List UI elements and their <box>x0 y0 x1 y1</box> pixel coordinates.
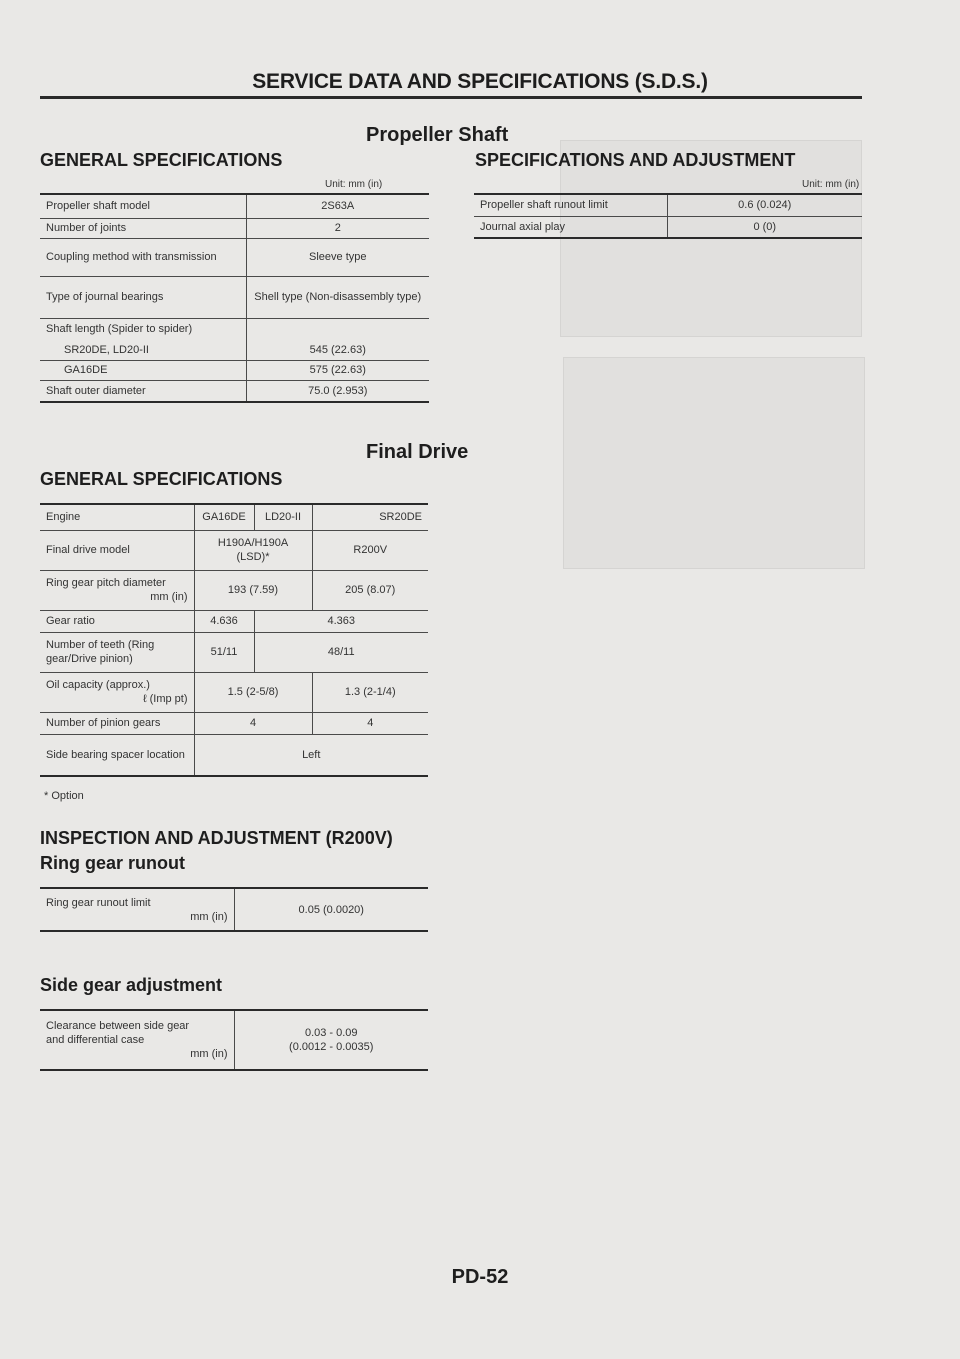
spec-label: Propeller shaft model <box>40 194 246 218</box>
spec-value <box>246 318 429 340</box>
spec-value: 575 (22.63) <box>246 360 429 380</box>
spec-value: Shell type (Non-disassembly type) <box>246 276 429 318</box>
spec-label: Number of pinion gears <box>40 712 194 734</box>
spec-value: 4 <box>312 712 428 734</box>
spec-unit: mm (in) <box>190 910 228 923</box>
spec-value: 2 <box>246 218 429 238</box>
table-row <box>40 380 429 402</box>
side-gear-adjustment-heading: Side gear adjustment <box>40 975 223 995</box>
section-title-final-drive: Final Drive <box>366 441 469 463</box>
spec-value-line1: 0.03 - 0.09 <box>304 1027 358 1039</box>
propeller-adjustment-unit: Unit: mm (in) <box>802 179 860 190</box>
spec-label-with-unit <box>40 672 194 712</box>
table-row <box>40 194 429 218</box>
spec-value: 1.5 (2-5/8) <box>194 672 312 712</box>
table-row <box>40 530 428 570</box>
propeller-general-heading: GENERAL SPECIFICATIONS <box>40 150 283 170</box>
table-row <box>40 340 429 360</box>
page-title: SERVICE DATA AND SPECIFICATIONS (S.D.S.) <box>252 70 708 93</box>
propeller-adjustment-table <box>474 193 862 239</box>
spec-value: 75.0 (2.953) <box>246 380 429 402</box>
spec-value: Left <box>194 734 428 776</box>
ring-gear-runout-heading: Ring gear runout <box>40 853 185 873</box>
spec-value: 0.05 (0.0020) <box>234 888 428 931</box>
spec-label: Propeller shaft runout limit <box>474 194 667 216</box>
spec-label-indent <box>40 360 246 380</box>
spec-value: 193 (7.59) <box>194 570 312 610</box>
final-drive-general-heading: GENERAL SPECIFICATIONS <box>40 469 283 489</box>
propeller-general-table <box>40 193 429 403</box>
spec-label: Ring gear runout limit <box>46 896 151 909</box>
table-row <box>40 504 428 530</box>
table-row <box>40 276 429 318</box>
table-row <box>40 360 429 380</box>
table-row <box>40 712 428 734</box>
spec-value: R200V <box>312 530 428 570</box>
spec-label: Side bearing spacer location <box>46 748 185 761</box>
spec-label-with-unit <box>40 570 194 610</box>
engine-sr20de: SR20DE <box>312 504 428 530</box>
table-row <box>40 632 428 672</box>
spec-label: Ring gear pitch diameter <box>46 577 166 589</box>
spec-label: Oil capacity (approx.) <box>46 679 150 691</box>
spec-unit: mm (in) <box>190 1048 228 1060</box>
propeller-adjustment-heading: SPECIFICATIONS AND ADJUSTMENT <box>475 150 796 170</box>
spec-label: SR20DE, LD20-II <box>64 343 149 356</box>
spec-unit: ℓ (Imp pt) <box>142 693 188 705</box>
engine-ga16de: GA16DE <box>194 504 254 530</box>
spec-label: Type of journal bearings <box>40 276 246 318</box>
spec-label-with-unit <box>40 1010 234 1070</box>
table-row <box>40 238 429 276</box>
table-row <box>40 1010 428 1070</box>
spec-value: 1.3 (2-1/4) <box>312 672 428 712</box>
spec-label: Number of teeth (Ring gear/Drive pinion) <box>40 632 194 672</box>
spec-value: 2S63A <box>246 194 429 218</box>
spec-value: H190A/H190A (LSD)* <box>194 530 312 570</box>
spec-value: 4.636 <box>194 610 254 632</box>
table-row <box>40 318 429 340</box>
spec-value: 545 (22.63) <box>246 340 429 360</box>
section-title-propeller-shaft: Propeller Shaft <box>366 124 509 146</box>
inspection-heading: INSPECTION AND ADJUSTMENT (R200V) <box>40 828 393 848</box>
ring-gear-runout-table <box>40 887 428 932</box>
spec-label: Clearance between side gear and differential case <box>46 1020 190 1046</box>
title-rule <box>40 96 862 99</box>
page-number: PD-52 <box>451 1266 509 1288</box>
spec-label: Shaft length (Spider to spider) <box>46 323 193 336</box>
spec-value: 205 (8.07) <box>312 570 428 610</box>
spec-label: Final drive model <box>40 530 194 570</box>
engine-ld20 <box>254 504 312 530</box>
table-row <box>40 218 429 238</box>
engine-ld20-label: LD20-II <box>264 511 302 524</box>
spec-label: Number of joints <box>40 218 246 238</box>
engine-label: Engine <box>40 504 194 530</box>
table-row <box>40 570 428 610</box>
table-row <box>40 672 428 712</box>
spec-label: GA16DE <box>64 364 108 376</box>
spec-label: Shaft outer diameter <box>46 384 146 397</box>
table-row <box>40 888 428 931</box>
bleed-through-figure-lower <box>563 357 865 569</box>
spec-label: Coupling method with transmission <box>40 238 246 276</box>
spec-value: 48/11 <box>254 632 428 672</box>
side-gear-table <box>40 1009 428 1071</box>
spec-value: 51/11 <box>194 632 254 672</box>
spec-value-line2: (0.0012 - 0.0035) <box>289 1041 374 1053</box>
table-row <box>40 734 428 776</box>
footnote-option: * Option <box>44 790 84 802</box>
spec-value <box>234 1010 428 1070</box>
spec-value: 4 <box>194 712 312 734</box>
spec-label-indent <box>40 340 246 360</box>
spec-label: Journal axial play <box>480 220 565 233</box>
spec-label: Gear ratio <box>40 610 194 632</box>
spec-value: 0.6 (0.024) <box>667 194 862 216</box>
spec-value: 4.363 <box>254 610 428 632</box>
spec-unit: mm (in) <box>150 591 188 603</box>
spec-value: 0 (0) <box>667 216 862 238</box>
table-row <box>40 610 428 632</box>
table-row <box>474 216 862 238</box>
spec-label-with-unit <box>40 888 234 931</box>
table-row <box>474 194 862 216</box>
spec-value: Sleeve type <box>246 238 429 276</box>
propeller-general-unit: Unit: mm (in) <box>325 179 383 190</box>
final-drive-general-table <box>40 503 428 777</box>
